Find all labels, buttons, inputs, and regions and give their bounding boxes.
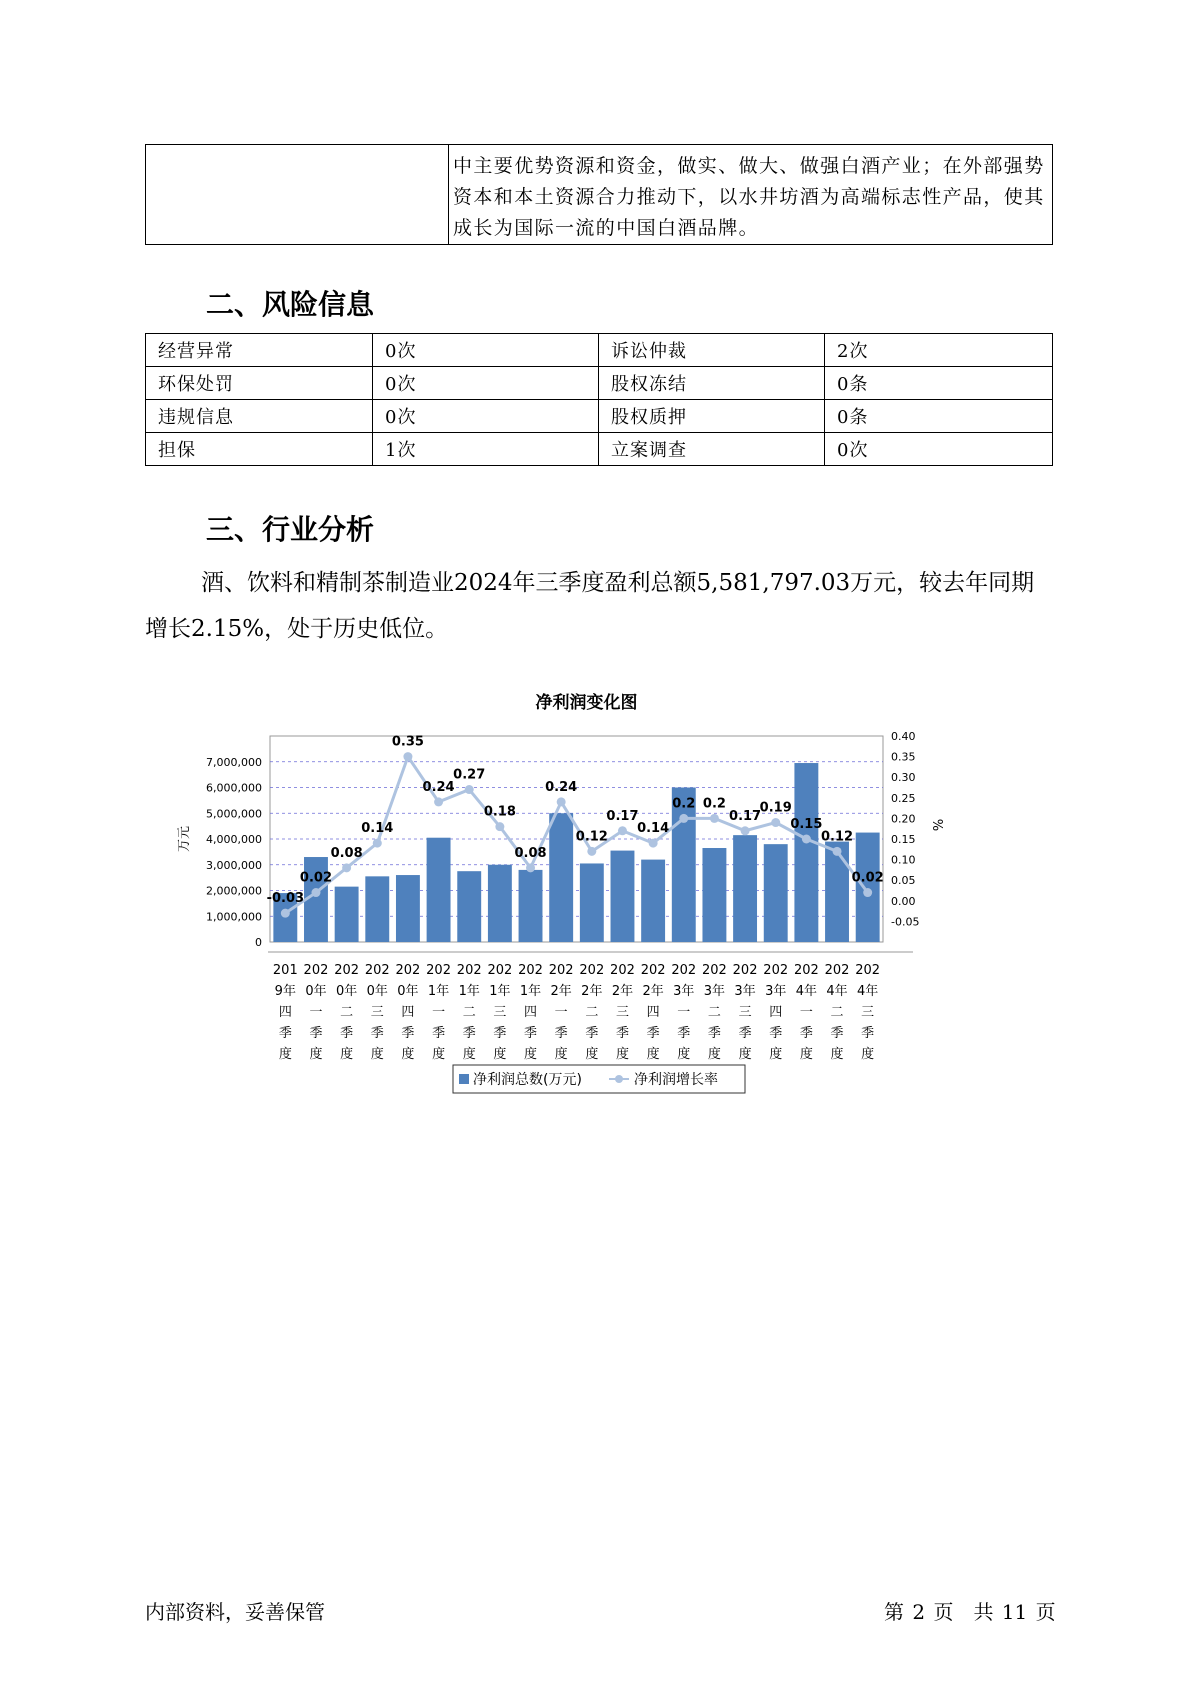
x-tick-label: 一 — [554, 1005, 568, 1020]
x-tick-label: 度 — [769, 1047, 783, 1062]
chart-bar — [365, 876, 389, 942]
data-label: 0.2 — [672, 796, 696, 812]
x-tick-label: 3年 — [734, 984, 756, 999]
growth-rate-point — [465, 785, 474, 794]
growth-rate-point — [557, 797, 566, 806]
y-tick-label: 6,000,000 — [206, 781, 262, 795]
x-tick-label: 一 — [799, 1005, 813, 1020]
table-cell: 环保处罚 — [146, 367, 373, 400]
x-tick-label: 202 — [579, 963, 605, 978]
x-tick-label: 度 — [278, 1047, 292, 1062]
table-cell: 1次 — [373, 433, 599, 466]
table-cell: 违规信息 — [146, 400, 373, 433]
x-tick-label: 二 — [830, 1005, 844, 1020]
table-cell: 股权冻结 — [599, 367, 825, 400]
x-tick-label: 季 — [738, 1026, 752, 1041]
y2-tick-label: 0.25 — [891, 791, 916, 805]
growth-rate-point — [281, 909, 290, 918]
x-tick-label: 4年 — [826, 984, 848, 999]
section-title-industry: 三、行业分析 — [206, 513, 375, 546]
chart-bar — [825, 842, 849, 942]
y2-tick-label: 0.30 — [891, 771, 916, 785]
x-tick-label: 度 — [677, 1047, 691, 1062]
data-label: 0.08 — [514, 845, 547, 861]
x-tick-label: 度 — [615, 1047, 629, 1062]
x-tick-label: 202 — [364, 963, 390, 978]
x-tick-label: 202 — [763, 963, 789, 978]
data-label: 0.35 — [391, 734, 424, 750]
y2-tick-label: 0.00 — [891, 894, 916, 908]
x-tick-label: 4年 — [857, 984, 879, 999]
x-tick-label: 1年 — [519, 984, 542, 999]
x-tick-label: 季 — [799, 1026, 813, 1041]
table-cell: 0次 — [373, 334, 599, 367]
x-tick-label: 1年 — [427, 984, 450, 999]
x-tick-label: 季 — [462, 1026, 476, 1041]
data-label: 0.19 — [759, 800, 792, 816]
table-cell: 担保 — [146, 433, 373, 466]
x-tick-label: 一 — [309, 1005, 323, 1020]
growth-rate-point — [741, 826, 750, 835]
legend-bar-label: 净利润总数(万元) — [473, 1072, 582, 1088]
x-tick-label: 季 — [370, 1026, 384, 1041]
y-tick-label: 3,000,000 — [206, 858, 262, 872]
x-tick-label: 季 — [524, 1026, 538, 1041]
x-tick-label: 季 — [554, 1026, 568, 1041]
x-tick-label: 202 — [732, 963, 758, 978]
x-tick-label: 度 — [554, 1047, 568, 1062]
chart-bar — [702, 848, 726, 942]
legend-line-label: 净利润增长率 — [634, 1072, 718, 1088]
chart-bar — [488, 865, 512, 942]
x-tick-label: 202 — [855, 963, 881, 978]
footer-page-number: 第 2 页 共 11 页 — [884, 1600, 1056, 1624]
x-tick-label: 度 — [309, 1047, 323, 1062]
y2-tick-label: 0.20 — [891, 812, 916, 826]
chart-bar — [519, 870, 543, 942]
table-row — [146, 367, 1053, 400]
x-tick-label: 202 — [640, 963, 666, 978]
x-tick-label: 四 — [769, 1005, 783, 1020]
growth-rate-point — [311, 888, 320, 897]
x-tick-label: 一 — [677, 1005, 691, 1020]
x-tick-label: 202 — [671, 963, 697, 978]
y2-tick-label: 0.15 — [891, 833, 916, 846]
business-scope-table — [145, 144, 1053, 245]
data-label: 0.12 — [575, 829, 608, 845]
x-tick-label: 3年 — [765, 984, 787, 999]
data-label: 0.27 — [453, 767, 486, 783]
growth-rate-point — [802, 835, 811, 844]
table-row — [146, 334, 1053, 367]
x-tick-label: 3年 — [703, 984, 726, 999]
x-tick-label: 度 — [799, 1047, 813, 1062]
x-tick-label: 三 — [493, 1005, 507, 1020]
x-tick-label: 202 — [395, 963, 421, 978]
industry-paragraph — [145, 560, 1055, 652]
x-tick-label: 202 — [487, 963, 513, 978]
data-label: 0.24 — [422, 779, 455, 795]
data-label: 0.02 — [851, 870, 884, 886]
x-tick-label: 季 — [677, 1026, 691, 1041]
section-title-risk: 二、风险信息 — [206, 288, 375, 321]
y2-tick-label: 0.10 — [891, 853, 916, 867]
x-tick-label: 度 — [462, 1047, 476, 1062]
y-tick-label: 4,000,000 — [206, 833, 262, 846]
x-tick-label: 季 — [830, 1026, 844, 1041]
data-label: -0.03 — [266, 891, 305, 907]
x-tick-label: 季 — [432, 1026, 446, 1041]
table-cell: 0次 — [825, 433, 1053, 466]
x-tick-label: 度 — [340, 1047, 354, 1062]
x-tick-label: 二 — [585, 1005, 599, 1020]
x-tick-label: 1年 — [489, 984, 511, 999]
y2-tick-label: 0.05 — [891, 874, 916, 888]
x-tick-label: 二 — [340, 1005, 354, 1020]
x-tick-label: 季 — [861, 1026, 875, 1041]
chart-bar — [794, 763, 818, 942]
x-tick-label: 季 — [585, 1026, 599, 1041]
chart-bar — [396, 875, 420, 942]
data-label: 0.17 — [606, 808, 639, 824]
table-row — [146, 400, 1053, 433]
table-cell: 0次 — [373, 367, 599, 400]
growth-rate-point — [587, 847, 596, 856]
x-tick-label: 202 — [702, 963, 727, 978]
footer-confidential: 内部资料，妥善保管 — [145, 1600, 325, 1624]
y2-axis-label: % — [932, 818, 947, 832]
chart-bar — [733, 835, 757, 942]
x-tick-label: 度 — [646, 1047, 660, 1062]
y-tick-label: 7,000,000 — [206, 755, 262, 769]
table-cell: 0条 — [825, 400, 1053, 433]
growth-rate-point — [495, 822, 504, 831]
x-tick-label: 2年 — [611, 984, 634, 999]
growth-rate-point — [649, 839, 658, 848]
x-tick-label: 9年 — [274, 984, 296, 999]
x-tick-label: 202 — [548, 963, 574, 978]
industry-paragraph-text: 酒、饮料和精制茶制造业2024年三季度盈利总额5,581,797.03万元，较去年同期增长2.15%，处于历史低位。 — [145, 570, 1035, 642]
x-tick-label: 202 — [334, 963, 360, 978]
x-tick-label: 1年 — [458, 984, 480, 999]
x-tick-label: 季 — [278, 1026, 292, 1041]
x-tick-label: 度 — [370, 1047, 384, 1062]
chart-bar — [611, 851, 635, 942]
y-tick-label: 5,000,000 — [206, 807, 262, 821]
chart-title: 净利润变化图 — [535, 693, 638, 713]
y2-tick-label: 0.40 — [891, 730, 916, 743]
x-tick-label: 度 — [830, 1047, 844, 1062]
x-tick-label: 度 — [493, 1047, 507, 1062]
data-label: 0.24 — [545, 779, 578, 795]
x-tick-label: 二 — [462, 1005, 476, 1020]
y-tick-label: 0 — [255, 936, 262, 949]
x-tick-label: 度 — [585, 1047, 599, 1062]
x-tick-label: 0年 — [366, 984, 388, 999]
x-tick-label: 度 — [707, 1047, 721, 1062]
x-tick-label: 度 — [861, 1047, 875, 1062]
data-label: 0.14 — [637, 821, 670, 837]
data-label: 0.14 — [361, 821, 394, 837]
x-tick-label: 202 — [610, 963, 635, 978]
x-tick-label: 季 — [340, 1026, 354, 1041]
x-tick-label: 季 — [769, 1026, 783, 1041]
growth-rate-point — [833, 847, 842, 856]
x-tick-label: 二 — [707, 1005, 721, 1020]
table-cell: 经营异常 — [146, 334, 373, 367]
x-tick-label: 度 — [524, 1047, 538, 1062]
x-tick-label: 一 — [432, 1005, 446, 1020]
net-profit-chart — [168, 680, 947, 1130]
chart-bar — [580, 863, 604, 942]
chart-bar — [457, 871, 481, 942]
legend-line-marker — [615, 1075, 623, 1083]
growth-rate-point — [863, 888, 872, 897]
x-tick-label: 季 — [401, 1026, 415, 1041]
growth-rate-point — [526, 863, 535, 872]
x-tick-label: 四 — [401, 1005, 415, 1020]
table-cell: 立案调查 — [599, 433, 825, 466]
x-tick-label: 度 — [738, 1047, 752, 1062]
x-tick-label: 季 — [309, 1026, 323, 1041]
data-label: 0.12 — [820, 829, 854, 845]
x-tick-label: 2年 — [550, 984, 572, 999]
x-tick-label: 202 — [824, 963, 850, 978]
x-tick-label: 季 — [493, 1026, 507, 1041]
growth-rate-point — [373, 839, 382, 848]
table-row — [146, 433, 1053, 466]
y-axis-label: 万元 — [177, 825, 192, 853]
x-tick-label: 四 — [524, 1005, 538, 1020]
growth-rate-point — [434, 797, 443, 806]
table-cell: 诉讼仲裁 — [599, 334, 825, 367]
x-tick-label: 201 — [272, 963, 298, 978]
data-label: 0.15 — [790, 817, 823, 832]
x-tick-label: 202 — [456, 963, 482, 978]
x-tick-label: 三 — [861, 1005, 875, 1020]
x-tick-label: 度 — [401, 1047, 415, 1062]
x-tick-label: 202 — [518, 963, 543, 978]
table-cell: 2次 — [825, 334, 1053, 367]
x-tick-label: 2年 — [642, 984, 664, 999]
chart-bar — [549, 813, 573, 942]
chart-bar — [641, 860, 665, 942]
x-tick-label: 202 — [426, 963, 451, 978]
x-tick-label: 三 — [738, 1005, 752, 1020]
table-cell: 0条 — [825, 367, 1053, 400]
x-tick-label: 三 — [615, 1005, 629, 1020]
growth-rate-point — [618, 826, 627, 835]
y2-tick-label: -0.05 — [891, 915, 920, 929]
x-tick-label: 度 — [432, 1047, 446, 1062]
data-label: 0.17 — [729, 808, 762, 824]
x-tick-label: 四 — [646, 1005, 660, 1020]
growth-rate-point — [771, 818, 780, 827]
table-cell: 0次 — [373, 400, 599, 433]
table-cell: 股权质押 — [599, 400, 825, 433]
growth-rate-point — [679, 814, 688, 823]
chart-bar — [856, 833, 880, 942]
x-tick-label: 3年 — [673, 984, 695, 999]
x-tick-label: 季 — [707, 1026, 721, 1041]
growth-rate-point — [403, 752, 412, 761]
x-tick-label: 4年 — [795, 984, 818, 999]
data-label: 0.2 — [702, 796, 726, 812]
x-tick-label: 2年 — [581, 984, 603, 999]
chart-bar — [764, 844, 788, 942]
x-tick-label: 0年 — [397, 984, 419, 999]
growth-rate-point — [710, 814, 719, 823]
legend-bar-swatch — [459, 1074, 469, 1084]
data-label: 0.02 — [299, 870, 333, 886]
business-description: 中主要优势资源和资金，做实、做大、做强白酒产业；在外部强势资本和本土资源合力推动下，以水井坊酒为高端标志性产品，使其成长为国际一流的中国白酒品牌。 — [449, 145, 1053, 245]
data-label: 0.18 — [483, 804, 516, 820]
x-tick-label: 202 — [303, 963, 329, 978]
x-tick-label: 202 — [793, 963, 819, 978]
table-cell-empty — [146, 145, 449, 245]
x-tick-label: 0年 — [335, 984, 358, 999]
x-tick-label: 季 — [615, 1026, 629, 1041]
data-label: 0.08 — [330, 845, 363, 861]
chart-bar — [427, 838, 451, 942]
y2-tick-label: 0.35 — [891, 750, 916, 764]
y-tick-label: 1,000,000 — [206, 910, 262, 924]
x-tick-label: 三 — [370, 1005, 384, 1020]
risk-info-table — [145, 333, 1053, 466]
chart-bar — [335, 887, 359, 942]
growth-rate-point — [342, 863, 351, 872]
x-tick-label: 季 — [646, 1026, 660, 1041]
x-tick-label: 四 — [278, 1005, 292, 1020]
x-tick-label: 0年 — [305, 984, 327, 999]
y-tick-label: 2,000,000 — [206, 884, 262, 898]
